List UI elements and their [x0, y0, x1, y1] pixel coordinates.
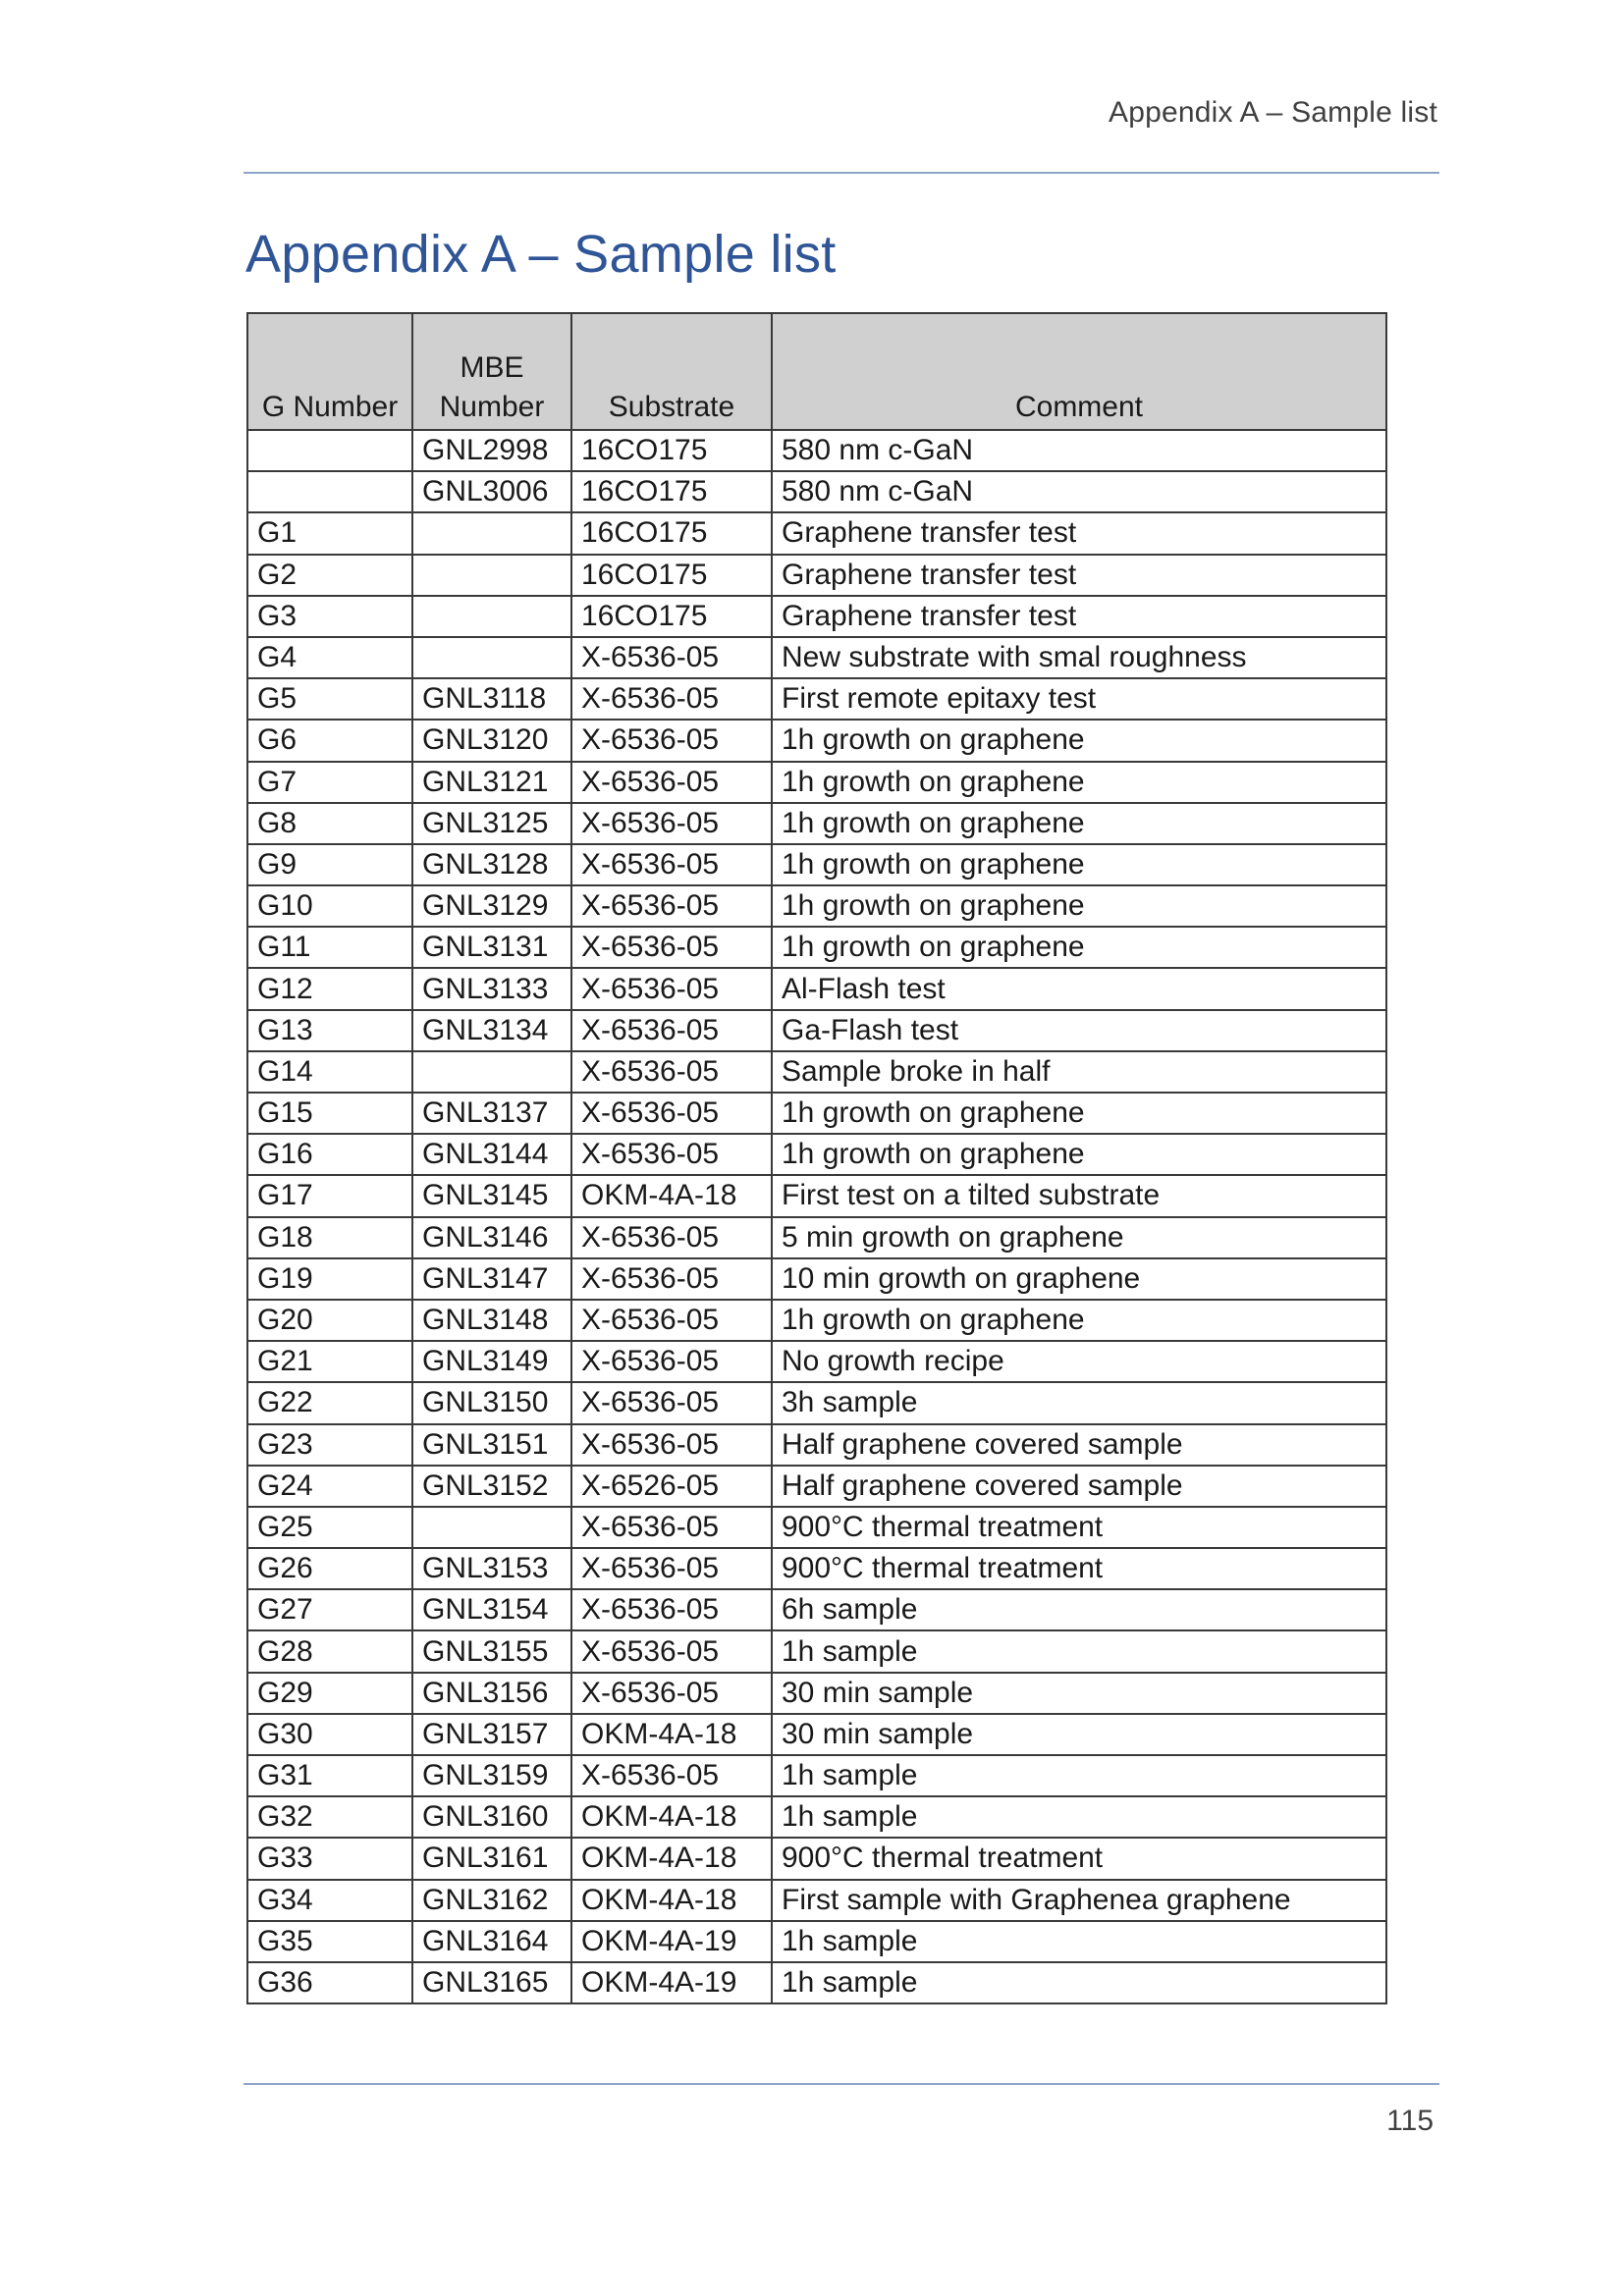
g-number-cell: G22 [247, 1382, 412, 1423]
mbe-number-cell: GNL3153 [412, 1548, 571, 1589]
g-number-cell: G29 [247, 1673, 412, 1714]
g-number-cell: G24 [247, 1466, 412, 1507]
comment-cell: 1h growth on graphene [772, 1134, 1386, 1175]
comment-cell: 30 min sample [772, 1714, 1386, 1755]
mbe-number-cell [412, 512, 571, 554]
substrate-cell: X-6536-05 [571, 1424, 772, 1466]
table-row [247, 1051, 1386, 1093]
comment-cell: Half graphene covered sample [772, 1424, 1386, 1466]
g-number-cell: G14 [247, 1051, 412, 1093]
mbe-number-cell: GNL3134 [412, 1010, 571, 1051]
column-header-comment [772, 313, 1386, 430]
comment-cell: 5 min growth on graphene [772, 1217, 1386, 1258]
g-number-cell: G13 [247, 1010, 412, 1051]
column-header-label: Comment [1014, 391, 1144, 423]
comment-cell: Sample broke in half [772, 1051, 1386, 1093]
g-number-cell [247, 430, 412, 471]
substrate-cell: X-6536-05 [571, 1755, 772, 1796]
substrate-cell: X-6536-05 [571, 1010, 772, 1051]
substrate-cell: X-6536-05 [571, 803, 772, 844]
table-row [247, 1134, 1386, 1175]
mbe-number-cell: GNL3121 [412, 762, 571, 803]
g-number-cell: G5 [247, 678, 412, 720]
column-header-label: MBE Number [439, 351, 545, 423]
g-number-cell: G25 [247, 1507, 412, 1548]
substrate-cell: OKM-4A-18 [571, 1714, 772, 1755]
substrate-cell: OKM-4A-19 [571, 1962, 772, 2003]
table-row [247, 1796, 1386, 1838]
comment-cell: 580 nm c-GaN [772, 471, 1386, 512]
comment-cell: Al-Flash test [772, 968, 1386, 1009]
table-row [247, 1010, 1386, 1051]
mbe-number-cell: GNL3125 [412, 803, 571, 844]
substrate-cell: 16CO175 [571, 555, 772, 596]
mbe-number-cell: GNL2998 [412, 430, 571, 471]
column-header-mbe-number [412, 313, 571, 430]
comment-cell: 1h sample [772, 1630, 1386, 1672]
table-row [247, 1962, 1386, 2003]
g-number-cell: G32 [247, 1796, 412, 1838]
mbe-number-cell: GNL3144 [412, 1134, 571, 1175]
mbe-number-cell: GNL3162 [412, 1880, 571, 1921]
comment-cell: 6h sample [772, 1589, 1386, 1630]
substrate-cell: 16CO175 [571, 471, 772, 512]
table-header-row [247, 313, 1386, 430]
comment-cell: 900°C thermal treatment [772, 1548, 1386, 1589]
g-number-cell: G20 [247, 1300, 412, 1341]
g-number-cell: G19 [247, 1258, 412, 1300]
comment-cell: 900°C thermal treatment [772, 1838, 1386, 1879]
substrate-cell: X-6536-05 [571, 678, 772, 720]
g-number-cell: G34 [247, 1880, 412, 1921]
substrate-cell: X-6536-05 [571, 844, 772, 885]
substrate-cell: X-6536-05 [571, 1341, 772, 1382]
substrate-cell: 16CO175 [571, 596, 772, 637]
substrate-cell: X-6536-05 [571, 1300, 772, 1341]
comment-cell: Graphene transfer test [772, 596, 1386, 637]
table-row [247, 720, 1386, 761]
g-number-cell: G27 [247, 1589, 412, 1630]
mbe-number-cell: GNL3131 [412, 927, 571, 968]
table-row [247, 844, 1386, 885]
table-row [247, 555, 1386, 596]
comment-cell: First test on a tilted substrate [772, 1175, 1386, 1216]
comment-cell: 1h growth on graphene [772, 803, 1386, 844]
mbe-number-cell: GNL3129 [412, 885, 571, 927]
comment-cell: Ga-Flash test [772, 1010, 1386, 1051]
substrate-cell: 16CO175 [571, 512, 772, 554]
comment-cell: 1h growth on graphene [772, 844, 1386, 885]
comment-cell: 3h sample [772, 1382, 1386, 1423]
g-number-cell: G17 [247, 1175, 412, 1216]
g-number-cell: G3 [247, 596, 412, 637]
substrate-cell: X-6536-05 [571, 927, 772, 968]
table-row [247, 1838, 1386, 1879]
g-number-cell: G33 [247, 1838, 412, 1879]
g-number-cell: G8 [247, 803, 412, 844]
table-row [247, 1755, 1386, 1796]
table-row [247, 1673, 1386, 1714]
g-number-cell: G7 [247, 762, 412, 803]
table-row [247, 1589, 1386, 1630]
mbe-number-cell: GNL3137 [412, 1093, 571, 1134]
header-rule [244, 172, 1439, 174]
table-row [247, 1548, 1386, 1589]
mbe-number-cell: GNL3148 [412, 1300, 571, 1341]
column-header-substrate [571, 313, 772, 430]
table-row [247, 637, 1386, 678]
mbe-number-cell: GNL3161 [412, 1838, 571, 1879]
g-number-cell [247, 471, 412, 512]
mbe-number-cell [412, 555, 571, 596]
mbe-number-cell: GNL3150 [412, 1382, 571, 1423]
substrate-cell: X-6536-05 [571, 1134, 772, 1175]
substrate-cell: OKM-4A-18 [571, 1838, 772, 1879]
g-number-cell: G30 [247, 1714, 412, 1755]
mbe-number-cell: GNL3006 [412, 471, 571, 512]
comment-cell: 1h growth on graphene [772, 720, 1386, 761]
comment-cell: 1h growth on graphene [772, 1300, 1386, 1341]
substrate-cell: X-6536-05 [571, 1507, 772, 1548]
substrate-cell: X-6526-05 [571, 1466, 772, 1507]
substrate-cell: OKM-4A-18 [571, 1880, 772, 1921]
table-row [247, 678, 1386, 720]
comment-cell: First remote epitaxy test [772, 678, 1386, 720]
table-row [247, 1217, 1386, 1258]
comment-cell: 1h sample [772, 1962, 1386, 2003]
substrate-cell: X-6536-05 [571, 1051, 772, 1093]
table-row [247, 1424, 1386, 1466]
g-number-cell: G11 [247, 927, 412, 968]
table-row [247, 885, 1386, 927]
table-row [247, 1466, 1386, 1507]
g-number-cell: G36 [247, 1962, 412, 2003]
g-number-cell: G18 [247, 1217, 412, 1258]
mbe-number-cell: GNL3154 [412, 1589, 571, 1630]
running-header: Appendix A – Sample list [1108, 96, 1437, 129]
mbe-number-cell: GNL3165 [412, 1962, 571, 2003]
substrate-cell: X-6536-05 [571, 1093, 772, 1134]
mbe-number-cell: GNL3118 [412, 678, 571, 720]
table-row [247, 1507, 1386, 1548]
table-row [247, 1714, 1386, 1755]
mbe-number-cell: GNL3145 [412, 1175, 571, 1216]
g-number-cell: G6 [247, 720, 412, 761]
substrate-cell: X-6536-05 [571, 1217, 772, 1258]
substrate-cell: X-6536-05 [571, 1258, 772, 1300]
g-number-cell: G15 [247, 1093, 412, 1134]
substrate-cell: OKM-4A-19 [571, 1921, 772, 1962]
comment-cell: 1h sample [772, 1921, 1386, 1962]
comment-cell: New substrate with smal roughness [772, 637, 1386, 678]
substrate-cell: X-6536-05 [571, 1673, 772, 1714]
comment-cell: 900°C thermal treatment [772, 1507, 1386, 1548]
mbe-number-cell [412, 1507, 571, 1548]
mbe-number-cell: GNL3164 [412, 1921, 571, 1962]
comment-cell: 1h growth on graphene [772, 1093, 1386, 1134]
column-header-g-number [247, 313, 412, 430]
table-row [247, 596, 1386, 637]
comment-cell: No growth recipe [772, 1341, 1386, 1382]
mbe-number-cell: GNL3146 [412, 1217, 571, 1258]
table-row [247, 1880, 1386, 1921]
substrate-cell: X-6536-05 [571, 968, 772, 1009]
substrate-cell: X-6536-05 [571, 637, 772, 678]
table-row [247, 968, 1386, 1009]
page-title: Appendix A – Sample list [245, 225, 837, 284]
mbe-number-cell: GNL3151 [412, 1424, 571, 1466]
mbe-number-cell: GNL3128 [412, 844, 571, 885]
footer-rule [244, 2083, 1439, 2085]
comment-cell: 1h growth on graphene [772, 762, 1386, 803]
g-number-cell: G23 [247, 1424, 412, 1466]
comment-cell: First sample with Graphenea graphene [772, 1880, 1386, 1921]
comment-cell: 10 min growth on graphene [772, 1258, 1386, 1300]
table-row [247, 430, 1386, 471]
substrate-cell: X-6536-05 [571, 1548, 772, 1589]
substrate-cell: X-6536-05 [571, 885, 772, 927]
substrate-cell: 16CO175 [571, 430, 772, 471]
substrate-cell: X-6536-05 [571, 762, 772, 803]
g-number-cell: G26 [247, 1548, 412, 1589]
table-row [247, 1258, 1386, 1300]
substrate-cell: X-6536-05 [571, 1589, 772, 1630]
g-number-cell: G16 [247, 1134, 412, 1175]
substrate-cell: OKM-4A-18 [571, 1796, 772, 1838]
column-header-label: G Number [261, 391, 399, 423]
mbe-number-cell [412, 637, 571, 678]
comment-cell: Half graphene covered sample [772, 1466, 1386, 1507]
mbe-number-cell: GNL3160 [412, 1796, 571, 1838]
comment-cell: 1h growth on graphene [772, 885, 1386, 927]
mbe-number-cell: GNL3152 [412, 1466, 571, 1507]
mbe-number-cell: GNL3133 [412, 968, 571, 1009]
g-number-cell: G28 [247, 1630, 412, 1672]
table-row [247, 512, 1386, 554]
table-row [247, 1382, 1386, 1423]
table-body [247, 430, 1386, 2003]
g-number-cell: G10 [247, 885, 412, 927]
comment-cell: 1h sample [772, 1755, 1386, 1796]
comment-cell: 30 min sample [772, 1673, 1386, 1714]
mbe-number-cell: GNL3159 [412, 1755, 571, 1796]
comment-cell: 580 nm c-GaN [772, 430, 1386, 471]
table-row [247, 1630, 1386, 1672]
comment-cell: Graphene transfer test [772, 512, 1386, 554]
g-number-cell: G9 [247, 844, 412, 885]
mbe-number-cell: GNL3147 [412, 1258, 571, 1300]
g-number-cell: G1 [247, 512, 412, 554]
mbe-number-cell [412, 1051, 571, 1093]
substrate-cell: X-6536-05 [571, 1382, 772, 1423]
mbe-number-cell: GNL3157 [412, 1714, 571, 1755]
column-header-label: Substrate [608, 391, 735, 423]
table-row [247, 762, 1386, 803]
table-row [247, 1093, 1386, 1134]
g-number-cell: G31 [247, 1755, 412, 1796]
g-number-cell: G12 [247, 968, 412, 1009]
table-row [247, 1921, 1386, 1962]
substrate-cell: X-6536-05 [571, 720, 772, 761]
mbe-number-cell: GNL3149 [412, 1341, 571, 1382]
substrate-cell: X-6536-05 [571, 1630, 772, 1672]
comment-cell: 1h growth on graphene [772, 927, 1386, 968]
table-row [247, 803, 1386, 844]
page-number: 115 [1386, 2105, 1434, 2137]
g-number-cell: G2 [247, 555, 412, 596]
mbe-number-cell: GNL3120 [412, 720, 571, 761]
table-row [247, 927, 1386, 968]
mbe-number-cell: GNL3155 [412, 1630, 571, 1672]
comment-cell: 1h sample [772, 1796, 1386, 1838]
mbe-number-cell [412, 596, 571, 637]
g-number-cell: G4 [247, 637, 412, 678]
mbe-number-cell: GNL3156 [412, 1673, 571, 1714]
substrate-cell: OKM-4A-18 [571, 1175, 772, 1216]
table-row [247, 1300, 1386, 1341]
g-number-cell: G21 [247, 1341, 412, 1382]
table-row [247, 1341, 1386, 1382]
comment-cell: Graphene transfer test [772, 555, 1386, 596]
sample-table [246, 312, 1387, 2004]
table-row [247, 471, 1386, 512]
table-row [247, 1175, 1386, 1216]
g-number-cell: G35 [247, 1921, 412, 1962]
